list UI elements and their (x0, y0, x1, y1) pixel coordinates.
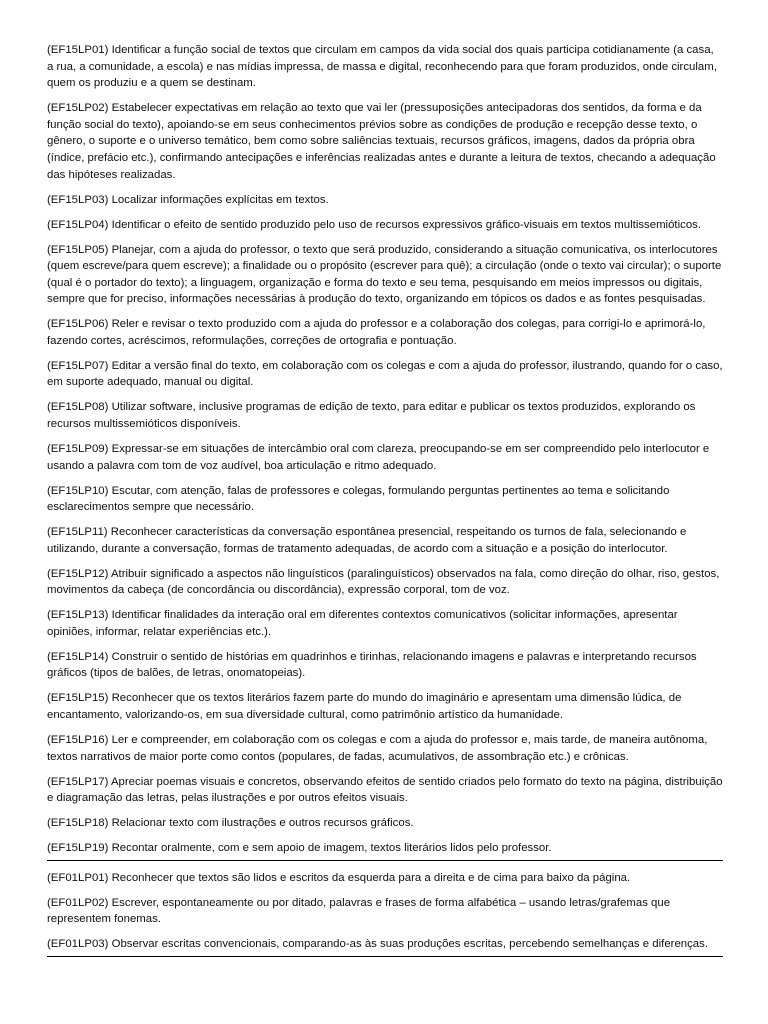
ef15-skills-list (47, 42, 723, 857)
skill-ef15lp17: (EF15LP17) Apreciar poemas visuais e concretos, observando efeitos de sentido criados pelo formato do texto na página, distribuição e diagramação das letras, pelas ilustrações e por outros efeitos visuais. (47, 775, 723, 805)
bottom-divider (47, 956, 723, 957)
skill-ef15lp06: (EF15LP06) Reler e revisar o texto produzido com a ajuda do professor e a colaboração dos colegas, para corrigi-lo e aprimorá-lo, fazendo cortes, acréscimos, reformulações, correções de ortografia e pontuação. (47, 318, 706, 347)
skill-ef15lp12: (EF15LP12) Atribuir significado a aspectos não linguísticos (paralinguísticos) observados na fala, como direção do olhar, riso, gestos, movimentos da cabeça (de concordância ou discordância), expressão corporal, tom de voz. (47, 567, 720, 597)
skill-ef15lp01: (EF15LP01) Identificar a função social de textos que circulam em campos da vida social dos quais participa cotidianamente (a casa, a rua, a comunidade, a escola) e nas mídias impressa, de massa e digital, reconhecendo para que foram produzidos, onde circulam, quem os produziu e a quem se destinam. (47, 44, 717, 90)
skill-ef15lp10: (EF15LP10) Escutar, com atenção, falas de professores e colegas, formulando perguntas pertinentes ao tema e solicitando esclarecimentos sempre que necessário. (47, 484, 670, 514)
skill-ef01lp02: (EF01LP02) Escrever, espontaneamente ou por ditado, palavras e frases de forma alfabética – usando letras/grafemas que representem fonemas. (47, 896, 671, 926)
skill-ef15lp02: (EF15LP02) Estabelecer expectativas em relação ao texto que vai ler (pressuposições antecipadoras dos sentidos, da forma e da função social do texto), apoiando-se em seus conhecimentos prévios sobre as condições de produção e recepção desse texto, o gênero, o suporte e o universo temático, bem como sobre saliências textuais, recursos gráficos, imagens, dados da própria obra (índice, prefácio etc.), confirmando antecipações e inferências realizadas antes e durante a leitura de textos, checando a adequação das hipóteses realizadas. (47, 102, 716, 181)
skill-ef15lp19: (EF15LP19) Recontar oralmente, com e sem apoio de imagem, textos literários lidos pelo professor. (47, 842, 552, 855)
skill-ef15lp18: (EF15LP18) Relacionar texto com ilustrações e outros recursos gráficos. (47, 817, 414, 830)
skill-ef15lp09: (EF15LP09) Expressar-se em situações de intercâmbio oral com clareza, preocupando-se em ser compreendido pelo interlocutor e usando a palavra com tom de voz audível, boa articulação e ritmo adequado. (47, 443, 710, 472)
skill-ef01lp01: (EF01LP01) Reconhecer que textos são lidos e escritos da esquerda para a direita e de cima para baixo da página. (47, 871, 631, 884)
skill-ef15lp05: (EF15LP05) Planejar, com a ajuda do professor, o texto que será produzido, considerando a situação comunicativa, os interlocutores (quem escreve/para quem escreve); a finalidade ou o propósito (escrever para quê); a circulação (onde o texto vai circular); o suporte (qual é o portador do texto); a linguagem, organização e forma do texto e seu tema, pesquisando em meios impressos ou digitais, sempre que for preciso, informações necessárias à produção do texto, organizando em tópicos os dados e as fontes pesquisadas. (47, 243, 722, 306)
skill-ef15lp04: (EF15LP04) Identificar o efeito de sentido produzido pelo uso de recursos expressivos gráfico-visuais em textos multissemióticos. (47, 218, 702, 231)
skill-ef15lp13: (EF15LP13) Identificar finalidades da interação oral em diferentes contextos comunicativos (solicitar informações, apresentar opiniões, informar, relatar experiências etc.). (47, 609, 678, 638)
skill-ef15lp03: (EF15LP03) Localizar informações explícitas em textos. (47, 193, 329, 206)
skill-ef15lp15: (EF15LP15) Reconhecer que os textos literários fazem parte do mundo do imaginário e apresentam uma dimensão lúdica, de encantamento, valorizando-os, em sua diversidade cultural, como patrimônio artístico da humanidade. (47, 692, 682, 722)
skill-ef15lp14: (EF15LP14) Construir o sentido de histórias em quadrinhos e tirinhas, relacionando imagens e palavras e interpretando recursos gráficos (tipos de balões, de letras, onomatopeias). (47, 650, 697, 680)
skill-ef01lp03: (EF01LP03) Observar escritas convencionais, comparando-as às suas produções escritas, percebendo semelhanças e diferenças. (47, 938, 709, 951)
skill-ef15lp11: (EF15LP11) Reconhecer características da conversação espontânea presencial, respeitando os turnos de fala, selecionando e utilizando, durante a conversação, formas de tratamento adequadas, de acordo com a situação e a posição do interlocutor. (47, 526, 687, 555)
ef01-skills-list (47, 870, 723, 953)
skill-ef15lp08: (EF15LP08) Utilizar software, inclusive programas de edição de texto, para editar e publicar os textos produzidos, explorando os recursos multissemióticos disponíveis. (47, 401, 696, 431)
document-page (47, 42, 723, 966)
skill-ef15lp16: (EF15LP16) Ler e compreender, em colaboração com os colegas e com a ajuda do professor e, mais tarde, de maneira autônoma, textos narrativos de maior porte como contos (populares, de fadas, acumulativos, de assombração etc.) e crônicas. (47, 734, 708, 763)
section-divider (47, 860, 723, 861)
skill-ef15lp07: (EF15LP07) Editar a versão final do texto, em colaboração com os colegas e com a ajuda do professor, ilustrando, quando for o caso, em suporte adequado, manual ou digital. (47, 359, 723, 389)
